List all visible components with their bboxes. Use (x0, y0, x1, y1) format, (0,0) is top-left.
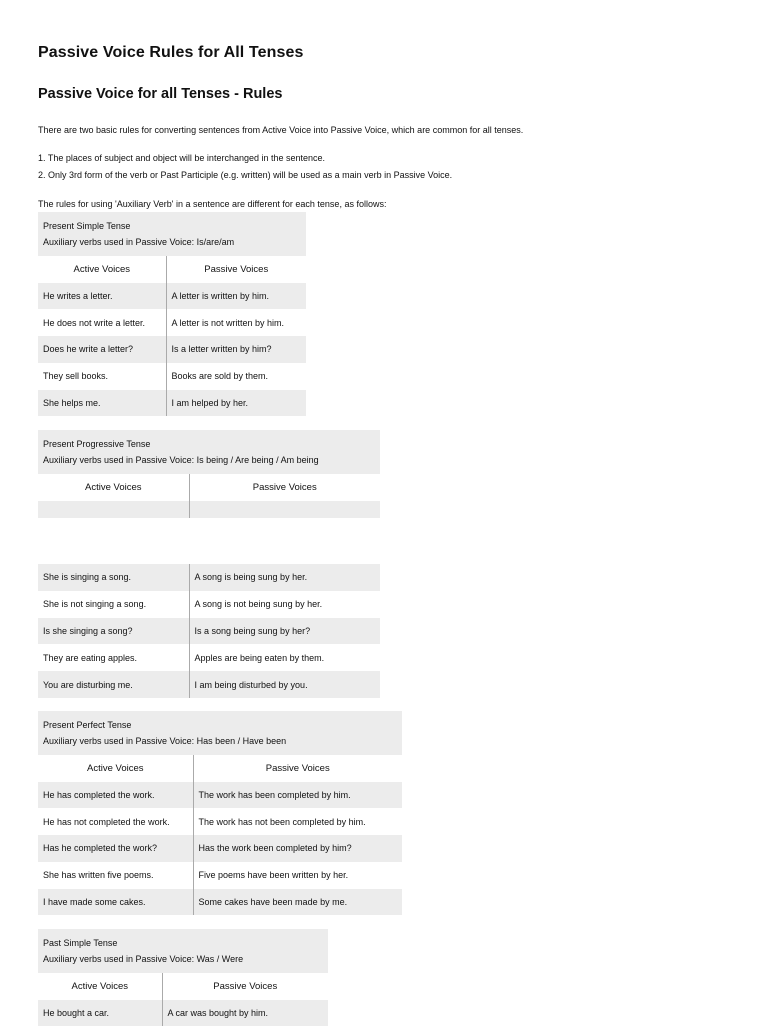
section-heading: Passive Voice for all Tenses - Rules (38, 86, 282, 102)
active-cell: I have made some cakes. (38, 889, 193, 916)
tense-name: Present Progressive Tense (43, 439, 150, 449)
table-row (38, 618, 380, 645)
tense-name: Present Perfect Tense (43, 720, 131, 730)
active-cell: He has not completed the work. (38, 808, 193, 835)
active-cell: She is not singing a song. (38, 591, 189, 618)
passive-cell: A song is being sung by her. (189, 564, 380, 591)
table-row (38, 309, 306, 336)
present-progressive-table (38, 564, 380, 698)
present-progressive-table-header (38, 430, 380, 518)
active-cell: He writes a letter. (38, 283, 166, 310)
active-cell: She is singing a song. (38, 564, 189, 591)
table-caption (38, 929, 328, 973)
column-header-passive: Passive Voices (162, 973, 328, 1000)
auxiliary-verbs: Auxiliary verbs used in Passive Voice: Is being / Are being / Am being (43, 455, 319, 465)
table-row (38, 808, 402, 835)
active-cell: He does not write a letter. (38, 309, 166, 336)
table-caption (38, 212, 306, 256)
table-row (38, 1000, 328, 1026)
passive-cell: Some cakes have been made by me. (193, 889, 402, 916)
active-cell: She has written five poems. (38, 862, 193, 889)
passive-cell: A car was bought by him. (162, 1000, 328, 1026)
rule-2: 2. Only 3rd form of the verb or Past Participle (e.g. written) will be used as a main verb in Passive Voice. (38, 170, 452, 181)
table-row (38, 835, 402, 862)
passive-cell: Is a letter written by him? (166, 336, 306, 363)
active-cell: They sell books. (38, 363, 166, 390)
passive-cell: Has the work been completed by him? (193, 835, 402, 862)
table-row (38, 889, 402, 916)
passive-cell: Books are sold by them. (166, 363, 306, 390)
passive-cell: Is a song being sung by her? (189, 618, 380, 645)
active-cell: You are disturbing me. (38, 671, 189, 698)
auxiliary-verbs: Auxiliary verbs used in Passive Voice: Was / Were (43, 954, 243, 964)
table-caption (38, 711, 402, 755)
table-row (38, 782, 402, 809)
rule-1: 1. The places of subject and object will be interchanged in the sentence. (38, 153, 325, 164)
passive-cell: Apples are being eaten by them. (189, 644, 380, 671)
table-row (38, 671, 380, 698)
table-row (38, 390, 306, 417)
column-header-active: Active Voices (38, 973, 162, 1000)
table-row (38, 363, 306, 390)
passive-cell: I am being disturbed by you. (189, 671, 380, 698)
column-header-active: Active Voices (38, 474, 189, 501)
active-cell: He has completed the work. (38, 782, 193, 809)
present-simple-table (38, 212, 306, 416)
table-row (38, 336, 306, 363)
auxiliary-verbs: Auxiliary verbs used in Passive Voice: Has been / Have been (43, 736, 286, 746)
passive-cell: A letter is not written by him. (166, 309, 306, 336)
active-cell: They are eating apples. (38, 644, 189, 671)
past-simple-table (38, 929, 328, 1026)
passive-cell: Five poems have been written by her. (193, 862, 402, 889)
column-header-passive: Passive Voices (193, 755, 402, 782)
auxiliary-note: The rules for using 'Auxiliary Verb' in a sentence are different for each tense, as follows: (38, 199, 386, 210)
table-row (38, 862, 402, 889)
passive-cell: A song is not being sung by her. (189, 591, 380, 618)
passive-cell: The work has been completed by him. (193, 782, 402, 809)
table-row (38, 644, 380, 671)
active-cell: Is she singing a song? (38, 618, 189, 645)
active-cell: Has he completed the work? (38, 835, 193, 862)
table-caption (38, 430, 380, 474)
table-row (38, 501, 380, 518)
column-header-active: Active Voices (38, 256, 166, 283)
passive-cell: I am helped by her. (166, 390, 306, 417)
table-row (38, 283, 306, 310)
intro-paragraph: There are two basic rules for converting sentences from Active Voice into Passive Voice, which are common for all tenses. (38, 125, 523, 136)
passive-cell: The work has not been completed by him. (193, 808, 402, 835)
column-header-passive: Passive Voices (166, 256, 306, 283)
column-header-active: Active Voices (38, 755, 193, 782)
column-header-passive: Passive Voices (189, 474, 380, 501)
active-cell: He bought a car. (38, 1000, 162, 1026)
auxiliary-verbs: Auxiliary verbs used in Passive Voice: Is/are/am (43, 237, 234, 247)
tense-name: Present Simple Tense (43, 221, 130, 231)
active-cell: Does he write a letter? (38, 336, 166, 363)
present-perfect-table (38, 711, 402, 915)
page-title: Passive Voice Rules for All Tenses (38, 44, 303, 62)
table-row (38, 591, 380, 618)
tense-name: Past Simple Tense (43, 938, 117, 948)
active-cell: She helps me. (38, 390, 166, 417)
table-row (38, 564, 380, 591)
passive-cell: A letter is written by him. (166, 283, 306, 310)
